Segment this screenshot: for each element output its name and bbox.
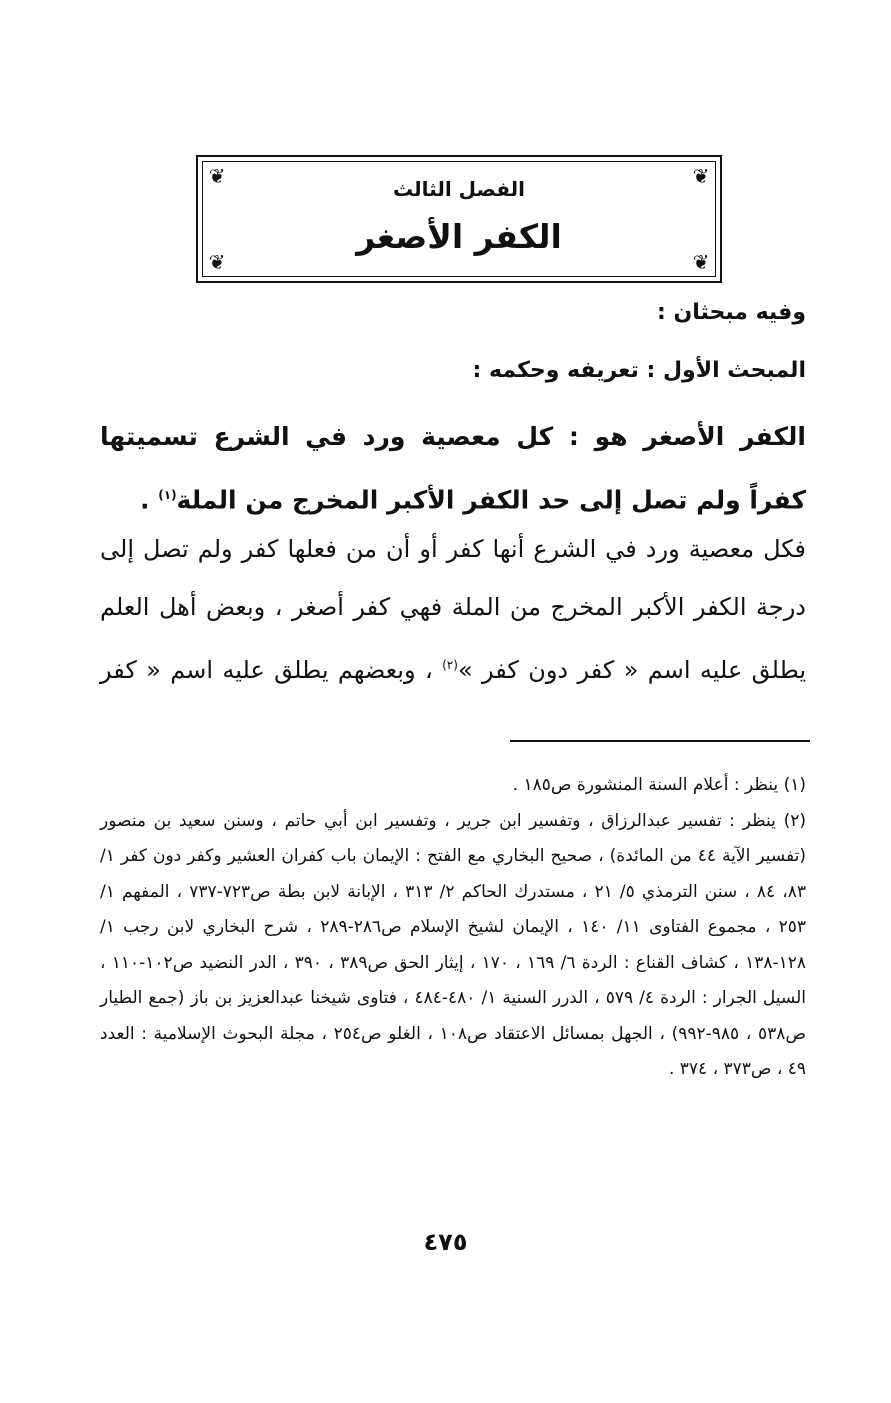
body-paragraph <box>100 520 806 699</box>
footnote-number: (١) <box>783 775 806 795</box>
footnote-text: ينظر : تفسير عبدالرزاق ، وتفسير ابن جرير ، وتفسير ابن أبي حاتم ، وسنن سعيد بن منصور (تفسير الآية ٤٤ من المائدة) ، صحيح البخاري مع الفتح : الإيمان باب كفران العشير وكفر دون كفر ١/ ٨٣، ٨٤ ، سنن الترمذي ٥/ ٢١ ، مستدرك الحاكم ٢/ ٣١٣ ، الإبانة لابن بطة ص٧٢٣-٧٣٧ ، المفهم ١/ ٢٥٣ ، مجموع الفتاوى ١١/ ١٤٠ ، الإيمان لشيخ الإسلام ص٢٨٦-٢٨٩ ، شرح البخاري لابن رجب ١/ ١٢٨-١٣٨ ، كشاف القناع : الردة ٦/ ١٦٩ ، ١٧٠ ، إيثار الحق ص٣٨٩ ، ٣٩٠ ، الدر النضيد ص١٠٢-١١٠ ، السيل الجرار : الردة ٤/ ٥٧٩ ، الدرر السنية ١/ ٤٨٠-٤٨٤ ، فتاوى شيخنا عبدالعزيز بن باز (جمع الطيار ص٥٣٨ ، ٩٨٥-٩٩٢) ، الجهل بمسائل الاعتقاد ص١٠٨ ، الغلو ص٢٥٤ ، مجلة البحوث الإسلامية : العدد ٤٩ ، ص٣٧٣ ، ٣٧٤ . <box>100 810 807 1079</box>
floral-corner-ornament-icon: ❦ <box>208 164 226 188</box>
section-heading: المبحث الأول : تعريفه وحكمه : <box>472 358 806 383</box>
definition-end: . <box>140 485 159 515</box>
chapter-title-frame <box>196 155 722 283</box>
floral-corner-ornament-icon: ❦ <box>208 250 226 274</box>
footnote-item <box>100 804 806 1088</box>
footnote-text: ينظر : أعلام السنة المنشورة ص١٨٥ . <box>512 775 779 795</box>
chapter-title: الكفر الأصغر <box>356 217 562 256</box>
footnote-ref-1: (١) <box>158 488 177 502</box>
footnote-number: (٢) <box>783 810 806 831</box>
definition-paragraph <box>100 408 806 529</box>
body-text-part2: ، وبعضهم يطلق عليه اسم « كفر <box>100 656 443 684</box>
definition-text: الكفر الأصغر هو : كل معصية ورد في الشرع تسميتها كفراً ولم تصل إلى حد الكفر الأكبر المخرج من الملة <box>100 422 806 515</box>
floral-corner-ornament-icon: ❦ <box>692 164 710 188</box>
body-text-part1: فكل معصية ورد في الشرع أنها كفر أو أن من فعلها كفر ولم تصل إلى درجة الكفر الأكبر المخرج من الملة فهي كفر أصغر ، وبعض أهل العلم يطلق عليه اسم « كفر دون كفر » <box>100 535 806 684</box>
page-number: ٤٧٥ <box>423 1228 468 1256</box>
footnotes <box>100 768 806 1088</box>
floral-corner-ornament-icon: ❦ <box>692 250 710 274</box>
footnote-ref-2: (٢) <box>442 658 458 672</box>
footnote-item <box>100 768 806 804</box>
chapter-label: الفصل الثالث <box>392 177 525 201</box>
footnote-divider <box>510 740 810 742</box>
intro-line: وفيه مبحثان : <box>657 300 806 325</box>
